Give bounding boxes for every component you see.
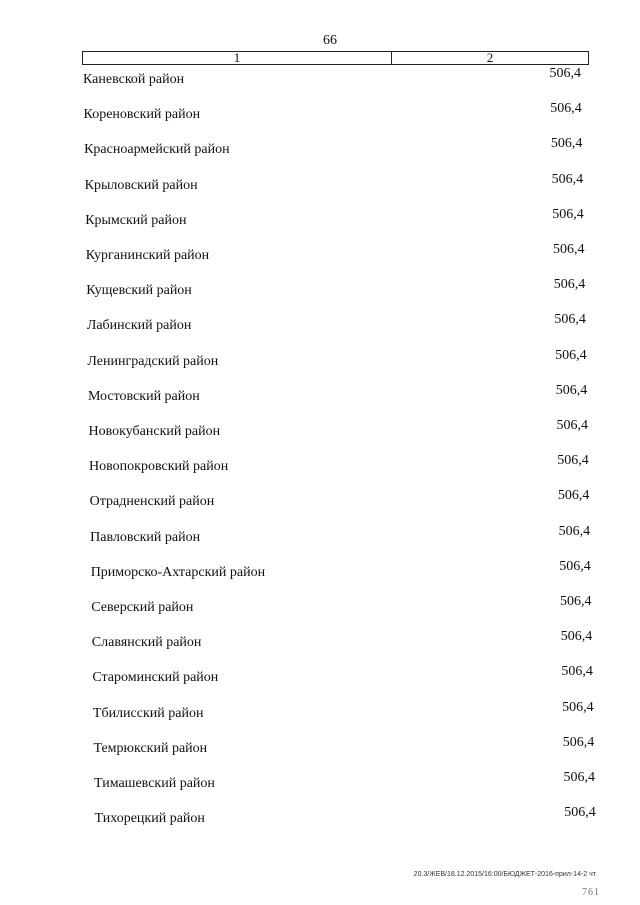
- district-value: 506,4: [551, 171, 584, 187]
- district-value: 506,4: [557, 453, 589, 469]
- district-value: 506,4: [559, 558, 591, 574]
- district-name: Крымский район: [85, 212, 187, 228]
- district-name: Темрюкский район: [93, 740, 208, 756]
- table-row: [0, 558, 640, 583]
- district-name: Курганинский район: [85, 248, 210, 263]
- district-name: Тбилисский район: [92, 705, 204, 721]
- table-header-col-1: 1: [83, 52, 392, 64]
- table-row: [0, 312, 640, 336]
- district-name: Новокубанский район: [88, 424, 221, 439]
- district-value: 506,4: [562, 699, 594, 715]
- district-value: 506,4: [564, 805, 596, 821]
- district-name: Славянский район: [91, 635, 202, 651]
- table-row: [0, 734, 640, 759]
- table-row: [0, 242, 640, 266]
- district-value: 506,4: [562, 734, 595, 750]
- district-name: Кореновский район: [83, 107, 201, 123]
- footer-mark: 761: [582, 887, 600, 898]
- district-value: 506,4: [550, 101, 582, 117]
- district-value: 506,4: [555, 382, 588, 398]
- table-row: [0, 629, 640, 653]
- district-name: Крыловский район: [84, 177, 198, 193]
- district-name: Тихорецкий район: [94, 811, 205, 827]
- table-row: [0, 488, 640, 512]
- table-header-col-2: 2: [486, 50, 494, 65]
- district-name: Павловский район: [90, 529, 201, 545]
- table-row: [0, 347, 640, 372]
- district-value: 506,4: [552, 206, 584, 222]
- table-row: [0, 805, 640, 829]
- district-name: Староминский район: [92, 670, 219, 686]
- table-row: [0, 664, 640, 688]
- table-row: [0, 277, 640, 301]
- district-value: 506,4: [553, 242, 585, 257]
- table-row: [0, 699, 640, 724]
- table-row: [0, 594, 640, 618]
- table-row: [0, 66, 640, 90]
- district-name: Мостовский район: [87, 388, 200, 404]
- district-value: 506,4: [561, 664, 593, 680]
- district-value: 506,4: [549, 66, 581, 81]
- district-value: 506,4: [554, 312, 586, 328]
- district-name: Каневской район: [83, 72, 185, 87]
- footer-stamp: 20.3/ЖЕВ/18.12.2015/16:00/БЮДЖЕТ-2016-прил-14-2 чт: [413, 871, 596, 878]
- district-name: Кущевский район: [86, 283, 192, 299]
- district-value: 506,4: [563, 770, 595, 785]
- district-value: 506,4: [558, 523, 591, 539]
- district-name: Тимашевский район: [94, 776, 215, 791]
- district-value: 506,4: [557, 488, 590, 504]
- table-header: [82, 51, 589, 65]
- district-value: 506,4: [550, 136, 583, 152]
- table-row: [0, 136, 640, 160]
- district-value: 506,4: [560, 629, 593, 645]
- table-row: [0, 206, 640, 231]
- table-row: [0, 382, 640, 407]
- district-name: Северский район: [91, 600, 194, 615]
- table-row: [0, 453, 640, 477]
- table-row: [0, 523, 640, 548]
- district-value: 506,4: [555, 347, 587, 363]
- table-row: [0, 101, 640, 125]
- district-name: Лабинский район: [86, 318, 192, 334]
- table-row: [0, 418, 640, 442]
- page-number: 66: [323, 33, 337, 48]
- district-name: Ленинградский район: [87, 353, 219, 369]
- table-row: [0, 171, 640, 196]
- district-name: Приморско-Ахтарский район: [90, 564, 266, 580]
- table-row: [0, 770, 640, 794]
- district-value: 506,4: [553, 277, 586, 293]
- district-name: Новопокровский район: [89, 459, 229, 475]
- district-value: 506,4: [560, 594, 592, 609]
- district-value: 506,4: [556, 418, 588, 433]
- district-name: Отрадненский район: [89, 494, 215, 510]
- district-name: Красноармейский район: [84, 142, 230, 158]
